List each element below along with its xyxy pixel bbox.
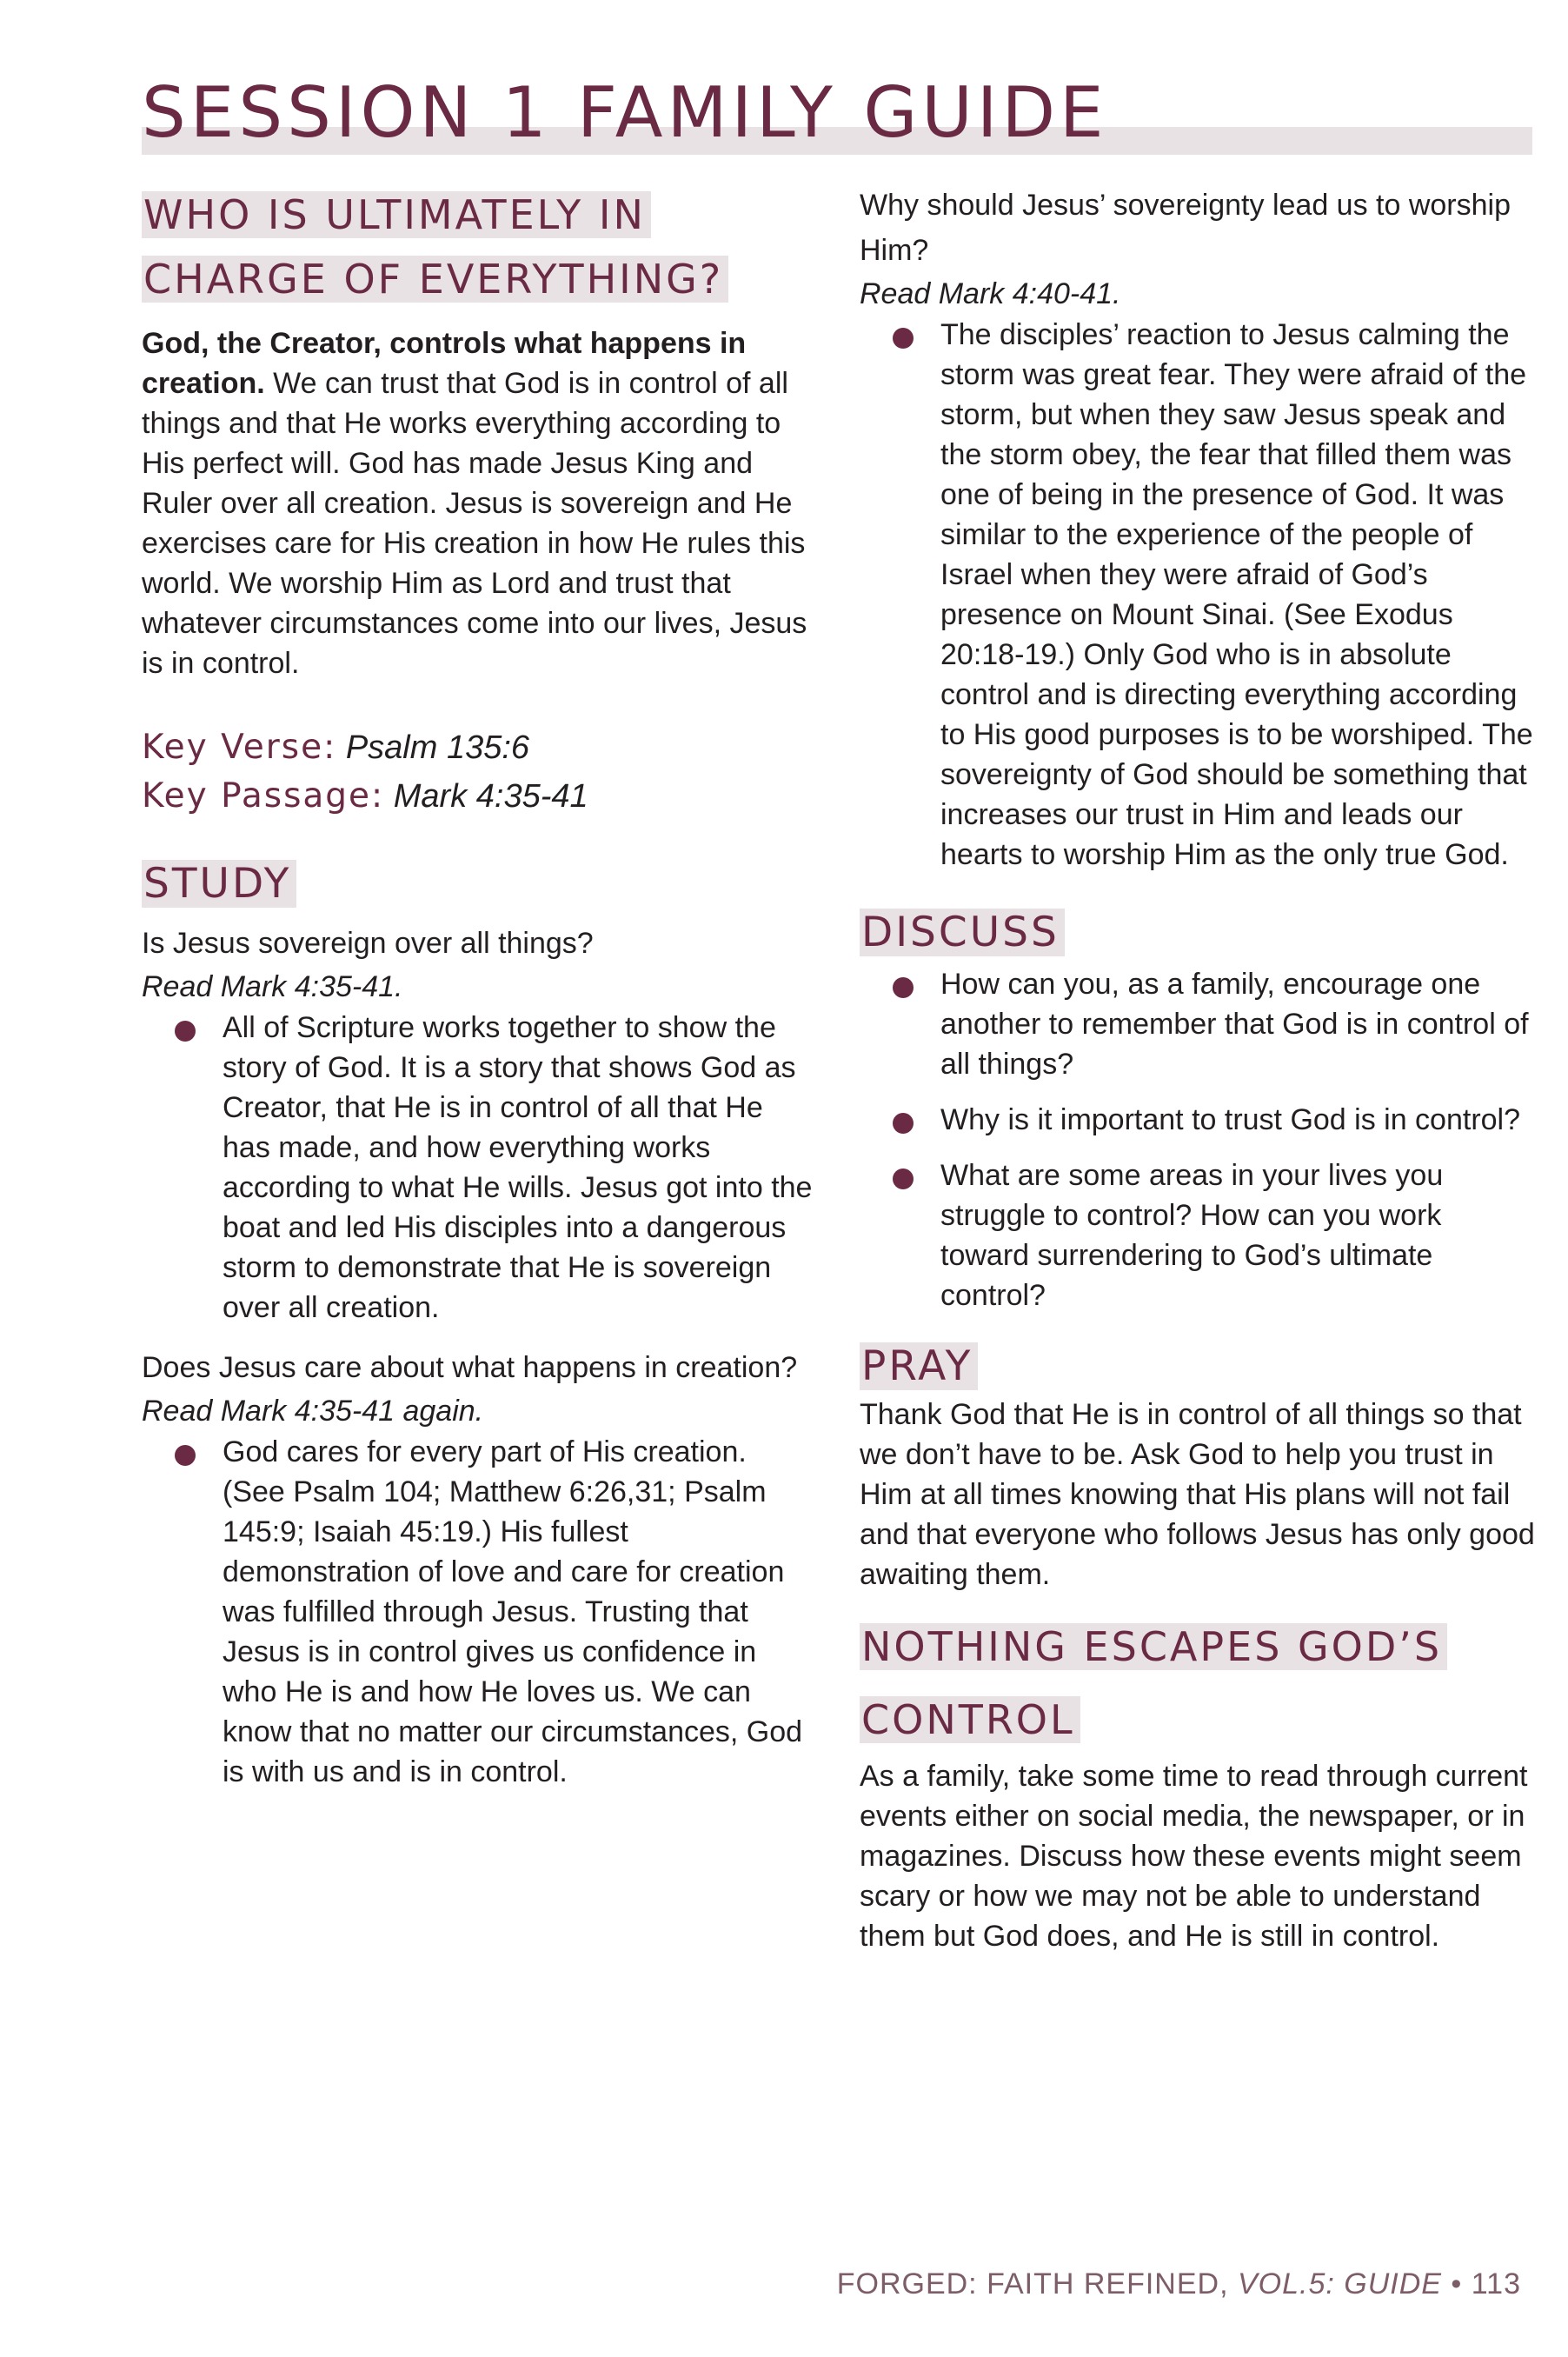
page-number: 113 [1471,2267,1521,2300]
pray-body: Thank God that He is in control of all things so that we don’t have to be. Ask God to help you trust in Him at all times knowing that His plans will not fail and that everyone who follows Jesus has only good awaiting them. [860,1398,1535,1591]
pray-heading [860,1338,1538,1395]
list-item [860,315,1538,875]
study-heading [142,856,815,912]
study-bullets [142,1432,815,1792]
discuss-heading [860,904,1538,961]
intro-body: We can trust that God is in control of all things and that He works everything according to His perfect will. God has made Jesus King and Ruler over all creation. Jesus is sovereign and He exercises care for His creation in how He rules this world. We worship Him as Lord and trust that whatever circumstances come into our lives, Jesus is in control. [142,367,807,680]
bullet-dot-icon [893,328,914,349]
bullet-text: How can you, as a family, encourage one another to remember that God is in control of all things? [940,968,1529,1081]
bullet-dot-icon [893,1113,914,1134]
bullet-text: The disciples’ reaction to Jesus calming the storm was great fear. They were afraid of the storm, but when they saw Jesus speak and the storm obey, the fear that filled them was one of being in the presence of God. It was similar to the experience of the people of Israel when they were afraid of God’s presence on Mount Sinai. (See Exodus 20:18-19.) Only God who is in absolute control and is directing everything according to His good purposes is to be worshiped. The sovereignty of God should be something that increases our trust in Him and leads our hearts to worship Him as the only true God. [940,318,1533,871]
key-passage-label: Key Passage: [142,776,385,816]
left-column [142,183,815,1792]
bullet-text: All of Scripture works together to show the story of God. It is a story that shows God as Creator, that He is in control of all that He has made, and how everything works according to what He wills. Jesus got into the boat and led His disciples into a dangerous storm to demonstrate that He is sovereign over all creation. [223,1011,813,1324]
page-title-text: SESSION 1 FAMILY GUIDE [142,72,1108,153]
activity-heading [860,1610,1468,1756]
study-question: Is Jesus sovereign over all things? [142,927,594,960]
bullet-text: God cares for every part of His creation. (See Psalm 104; Matthew 6:26,31; Psalm 145:9; Isaiah 45:19.) His fullest demonstration of love and care for creation was fulfilled through Jesus. Trusting that Jesus is in control gives us confidence in who He is and how He loves us. We can know that no matter our circumstances, God is with us and is in control. [223,1435,803,1788]
study-question: Does Jesus care about what happens in creation? [142,1351,798,1384]
bullet-dot-icon [893,977,914,998]
study-bullets [860,315,1538,875]
key-verse [142,723,815,772]
study-item-2 [142,1345,815,1792]
page-footer [837,2265,1521,2303]
list-item [860,1155,1538,1315]
key-passage [142,772,815,821]
list-item [142,1008,815,1328]
study-reference: Read Mark 4:35-41. [142,970,403,1003]
list-item [860,964,1538,1084]
study-heading-text: STUDY [142,860,296,908]
discuss-bullets [860,964,1538,1315]
discuss-heading-text: DISCUSS [860,909,1065,956]
list-item [860,1100,1538,1140]
key-passage-value: Mark 4:35-41 [393,778,588,815]
footer-title: FORGED: FAITH REFINED, [836,2267,1229,2300]
intro-paragraph [142,323,815,683]
bullet-text: Why is it important to trust God is in control? [940,1103,1521,1136]
key-verse-label: Key Verse: [142,728,337,767]
right-column [860,183,1538,1956]
footer-separator: • [1451,2267,1463,2300]
key-verse-value: Psalm 135:6 [345,729,530,766]
bullet-dot-icon [893,1169,914,1189]
study-question: Why should Jesus’ sovereignty lead us to worship Him? [860,189,1511,267]
study-reference: Read Mark 4:35-41 again. [142,1395,484,1428]
bullet-text: What are some areas in your lives you struggle to control? How can you work toward surrendering to God’s ultimate control? [940,1159,1444,1312]
footer-volume: VOL.5: GUIDE [1238,2267,1442,2300]
list-item [142,1432,815,1792]
intro-bold-lead: God, the Creator, controls what happens in creation. [142,327,747,400]
activity-body: As a family, take some time to read through current events either on social media, the newspaper, or in magazines. Discuss how these events might seem scary or how we may not be able to understand them but God does, and He is still in control. [860,1760,1528,1953]
intro-heading-text: WHO IS ULTIMATELY IN CHARGE OF EVERYTHING? [142,191,728,303]
bullet-dot-icon [175,1021,196,1042]
study-item-1 [142,921,815,1328]
pray-heading-text: PRAY [860,1342,978,1390]
study-bullets [142,1008,815,1328]
key-references [142,723,815,821]
bullet-dot-icon [175,1445,196,1466]
study-item-3 [860,183,1538,875]
study-reference: Read Mark 4:40-41. [860,277,1121,310]
activity-heading-text: NOTHING ESCAPES GOD’S CONTROL [860,1623,1447,1743]
intro-heading [142,183,767,311]
page-title [142,71,1532,155]
